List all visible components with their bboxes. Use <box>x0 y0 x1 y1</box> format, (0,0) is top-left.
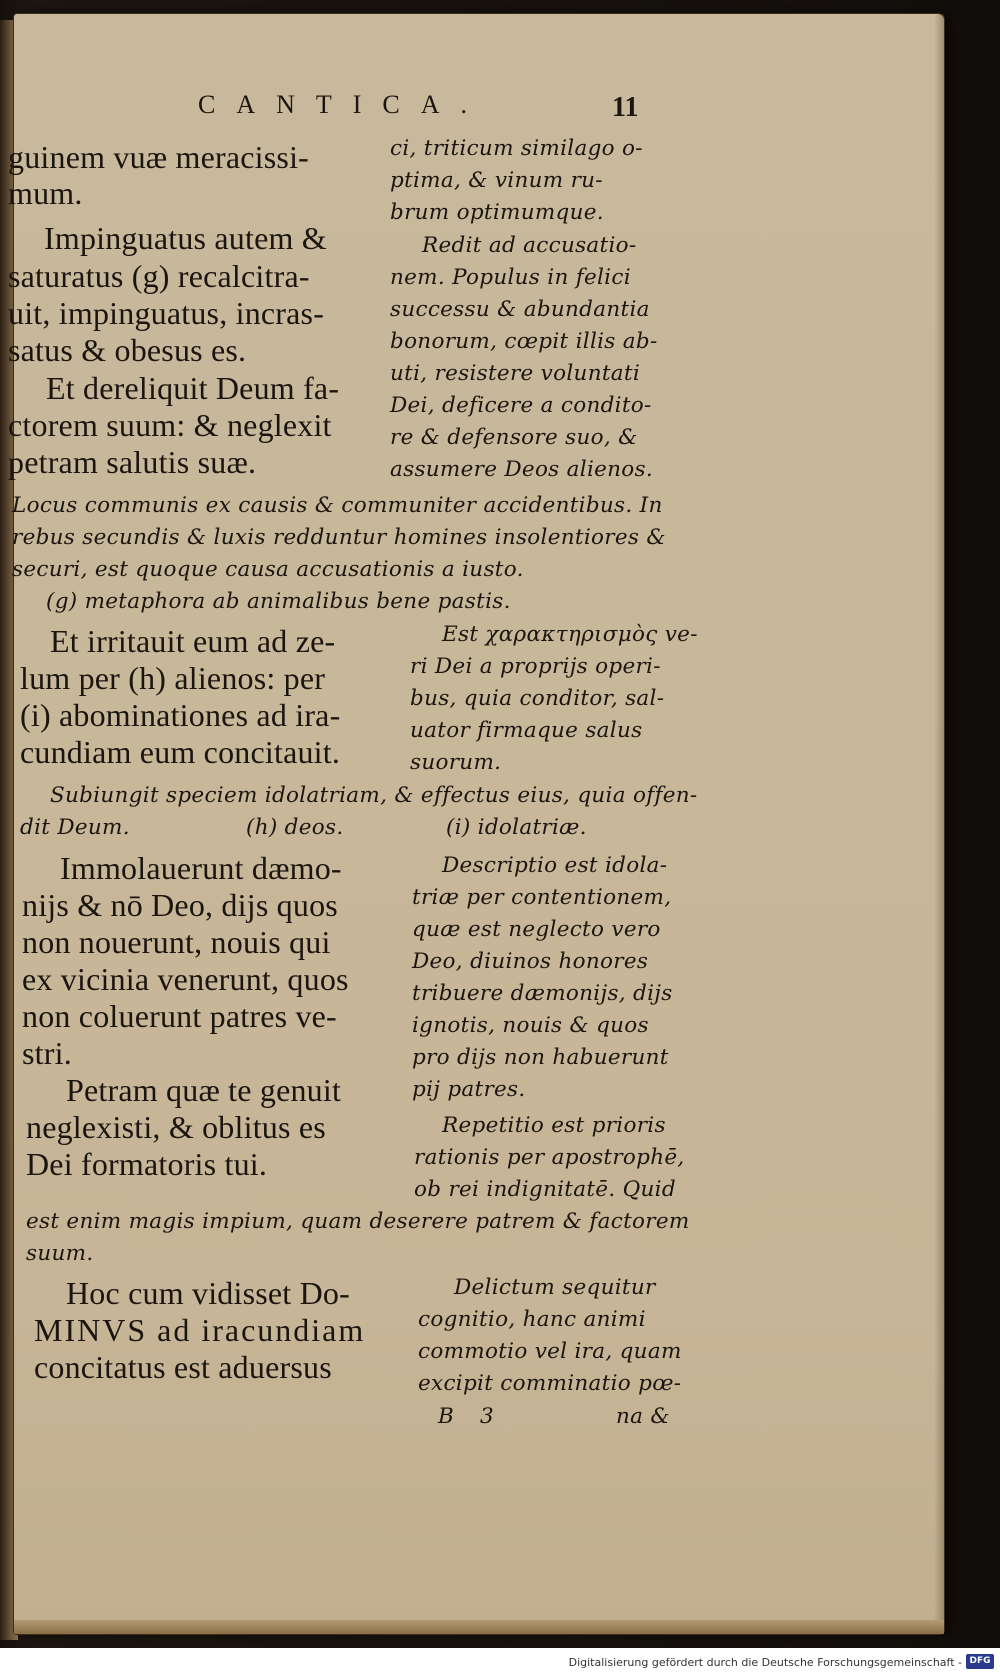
commentary-line: rebus secundis & luxis redduntur homines insolentiores & <box>12 525 666 550</box>
verse-line: lum per (h) alienos: per <box>20 660 326 696</box>
verse-line: Et irritauit eum ad ze- <box>50 623 336 659</box>
verse-line: saturatus (g) recalcitra- <box>8 258 310 294</box>
dfg-logo-icon: DFG <box>966 1654 994 1669</box>
footnote-line: (i) idolatriæ. <box>446 815 587 840</box>
page-number: 11 <box>612 92 639 123</box>
verse-line: non coluerunt patres ve- <box>22 998 337 1034</box>
gloss-line: Redit ad accusatio- <box>422 233 637 258</box>
gloss-line: Est χαρακτηρισμὸς ve- <box>442 622 698 647</box>
footnote-line: (h) deos. <box>246 815 344 840</box>
gloss-line: cognitio, hanc animi <box>418 1307 646 1332</box>
verse-line: stri. <box>22 1035 72 1071</box>
verse-line: Et dereliquit Deum fa- <box>46 370 340 406</box>
gloss-line: pij patres. <box>412 1077 526 1102</box>
gloss-line: tribuere dæmonijs, dijs <box>412 981 673 1006</box>
gloss-line: suorum. <box>410 750 502 775</box>
page-edge-shadow <box>934 14 944 1634</box>
gloss-line: pro dijs non habuerunt <box>412 1045 669 1070</box>
gloss-line: assumere Deos alienos. <box>390 457 654 482</box>
gloss-line: brum optimumque. <box>390 200 604 225</box>
page-bottom-edge <box>14 1620 944 1634</box>
gloss-line: ri Dei a proprijs operi- <box>410 654 661 679</box>
verse-line: cundiam eum concitauit. <box>20 734 341 770</box>
signature-mark: B <box>438 1404 455 1429</box>
gloss-line: nem. Populus in felici <box>390 265 631 290</box>
commentary-line: Locus communis ex causis & communiter accidentibus. In <box>12 493 663 518</box>
signature-number: 3 <box>480 1404 494 1429</box>
gloss-line: ci, triticum similago o- <box>390 136 643 161</box>
verse-line: petram salutis suæ. <box>8 444 257 480</box>
catchword: na & <box>616 1404 670 1429</box>
verse-line: neglexisti, & oblitus es <box>26 1109 326 1145</box>
gloss-line: Deo, diuinos honores <box>412 949 649 974</box>
digitization-footer <box>0 1648 1000 1677</box>
verse-line: nijs & nō Deo, dijs quos <box>22 887 338 923</box>
commentary-line: securi, est quoque causa accusationis a iusto. <box>12 557 524 582</box>
verse-line: MINVS ad iracundiam <box>34 1312 366 1348</box>
gloss-line: uti, resistere voluntati <box>390 361 641 386</box>
footer-credit: Digitalisierung gefördert durch die Deutsche Forschungsgemeinschaft - <box>568 1656 962 1669</box>
commentary-line: dit Deum. <box>20 815 130 840</box>
verse-line: satus & obesus es. <box>8 332 247 368</box>
gloss-line: uator firmaque salus <box>410 718 643 743</box>
verse-line: mum. <box>8 175 83 211</box>
gloss-line: commotio vel ira, quam <box>418 1339 682 1364</box>
verse-line: Hoc cum vidisset Do- <box>66 1275 350 1311</box>
gloss-line: bus, quia conditor, sal- <box>410 686 665 711</box>
verse-line: uit, impinguatus, incras- <box>8 295 325 331</box>
gloss-line: bonorum, cœpit illis ab- <box>390 329 658 354</box>
verse-line: Immolauerunt dæmo- <box>60 850 342 886</box>
gloss-line: Descriptio est idola- <box>442 853 668 878</box>
verse-line: ctorem suum: & neglexit <box>8 407 332 443</box>
verse-line: ex vicinia venerunt, quos <box>22 961 349 997</box>
verse-line: (i) abominationes ad ira- <box>20 697 341 733</box>
gloss-line: Repetitio est prioris <box>442 1113 666 1138</box>
gloss-line: successu & abundantia <box>390 297 650 322</box>
gloss-line: re & defensore suo, & <box>390 425 638 450</box>
gloss-line: ptima, & vinum ru- <box>390 168 603 193</box>
gloss-line: quæ est neglecto vero <box>412 917 661 942</box>
verse-line: concitatus est aduersus <box>34 1349 332 1385</box>
gloss-line: ignotis, nouis & quos <box>412 1013 649 1038</box>
commentary-line: suum. <box>26 1241 94 1266</box>
verse-line: guinem vuæ meracissi- <box>8 139 310 175</box>
commentary-line: est enim magis impium, quam deserere patrem & factorem <box>26 1209 690 1234</box>
verse-line: Petram quæ te genuit <box>66 1072 342 1108</box>
running-title: CANTICA. <box>198 90 489 119</box>
verse-line: non nouerunt, nouis qui <box>22 924 331 960</box>
verse-line: Impinguatus autem & <box>44 220 327 256</box>
commentary-line: Subiungit speciem idolatriam, & effectus eius, quia offen- <box>50 783 698 808</box>
gloss-line: triæ per contentionem, <box>412 885 672 910</box>
gloss-line: Delictum sequitur <box>454 1275 656 1300</box>
gloss-line: Dei, deficere a condito- <box>390 393 652 418</box>
verse-line: Dei formatoris tui. <box>26 1146 268 1182</box>
book-page <box>8 14 944 1634</box>
gloss-line: rationis per apostrophē, <box>414 1145 685 1170</box>
gloss-line: excipit comminatio pœ- <box>418 1371 682 1396</box>
gloss-line: ob rei indignitatē. Quid <box>414 1177 676 1202</box>
footnote-line: (g) metaphora ab animalibus bene pastis. <box>46 589 511 614</box>
